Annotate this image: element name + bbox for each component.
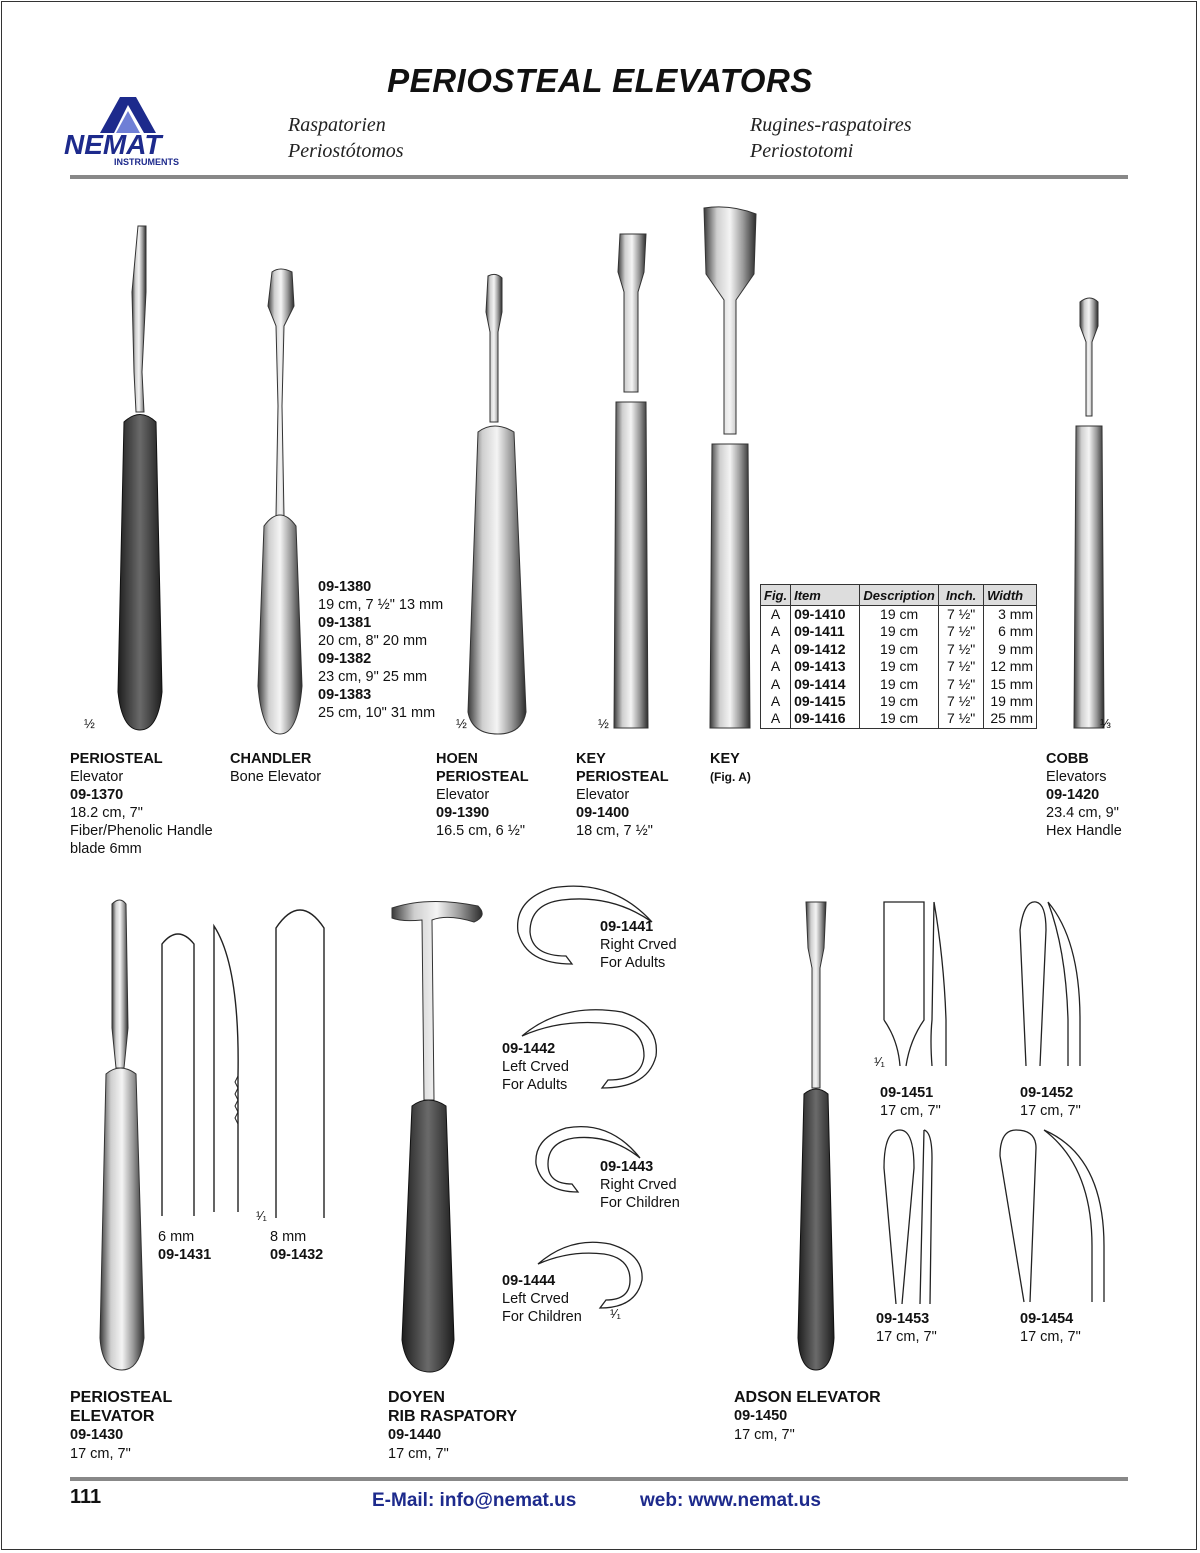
key-fig-a-spec-table: [760, 584, 1037, 729]
product-name: DOYEN: [388, 1389, 445, 1406]
table-cell: 6 mm: [984, 623, 1037, 640]
subtitle-spanish: Periostótomos: [288, 140, 404, 162]
product-name: PERIOSTEAL: [70, 751, 163, 767]
product-name: COBB: [1046, 751, 1089, 767]
periosteal-elevator-1430-image: [94, 898, 154, 1374]
variant-code: 09-1383: [318, 687, 372, 703]
table-cell: 7 ½": [939, 676, 984, 693]
tip-size: 17 cm, 7": [1020, 1103, 1081, 1119]
detail-code: 09-1432: [270, 1247, 324, 1263]
table-cell: 09-1412: [791, 641, 860, 658]
product-name: PERIOSTEAL: [70, 1389, 173, 1406]
web-link[interactable]: web: www.nemat.us: [640, 1490, 821, 1511]
product-type: Elevator: [436, 787, 490, 803]
caption-key-fig-a: [710, 750, 751, 786]
product-fig: (Fig. A): [710, 770, 751, 784]
tip-1452-icon: [1016, 900, 1096, 1070]
table-cell: A: [761, 710, 791, 728]
caption-hoen: [436, 750, 529, 840]
product-size: 17 cm, 7": [70, 1446, 131, 1462]
table-header: Item: [791, 585, 860, 606]
tip-size: 17 cm, 7": [1020, 1329, 1081, 1345]
page-number: 111: [70, 1486, 102, 1508]
table-cell: 19 cm: [860, 658, 939, 675]
product-type: Elevators: [1046, 769, 1107, 785]
tip-code: 09-1454: [1020, 1311, 1074, 1327]
caption-1451: [880, 1084, 941, 1120]
variant-code: 09-1382: [318, 651, 372, 667]
table-cell: A: [761, 693, 791, 710]
curve-desc: For Adults: [502, 1077, 568, 1093]
table-cell: 09-1414: [791, 676, 860, 693]
tip-1454-icon: [996, 1126, 1116, 1306]
curve-code: 09-1444: [502, 1273, 556, 1289]
product-size: 23.4 cm, 9": [1046, 805, 1119, 821]
curve-desc: For Children: [600, 1195, 680, 1211]
table-row: [761, 641, 1037, 658]
tip-1451-icon: [880, 900, 960, 1070]
table-header-row: [761, 585, 1037, 606]
caption-1452: [1020, 1084, 1081, 1120]
curve-desc: For Children: [502, 1309, 582, 1325]
variant-code: 09-1381: [318, 615, 372, 631]
curve-desc: Left Crved: [502, 1291, 569, 1307]
table-cell: 19 cm: [860, 676, 939, 693]
hoen-periosteal-elevator-image: [462, 272, 532, 738]
table-cell: 25 mm: [984, 710, 1037, 728]
caption-cobb: [1046, 750, 1122, 840]
table-cell: A: [761, 623, 791, 640]
table-cell: 7 ½": [939, 641, 984, 658]
tip-size: 17 cm, 7": [880, 1103, 941, 1119]
caption-1441: [600, 918, 677, 972]
scale-hoen: ½: [456, 716, 467, 731]
table-cell: A: [761, 641, 791, 658]
caption-key: [576, 750, 669, 840]
product-name: ELEVATOR: [70, 1408, 155, 1425]
curve-code: 09-1442: [502, 1041, 556, 1057]
table-cell: 19 cm: [860, 606, 939, 624]
table-row: [761, 606, 1037, 624]
doyen-rib-raspatory-image: [388, 900, 488, 1376]
product-name: RIB RASPATORY: [388, 1408, 518, 1425]
product-code: 09-1370: [70, 787, 124, 803]
table-cell: 7 ½": [939, 710, 984, 728]
product-size: 18 cm, 7 ½": [576, 823, 653, 839]
curve-desc: For Adults: [600, 955, 666, 971]
detail-1432-outline: [274, 900, 330, 1220]
chandler-bone-elevator-image: [250, 266, 310, 736]
table-cell: 09-1410: [791, 606, 860, 624]
table-cell: 9 mm: [984, 641, 1037, 658]
caption-1431: [158, 1228, 211, 1264]
detail-width: 8 mm: [270, 1229, 307, 1245]
product-note: blade 6mm: [70, 841, 142, 857]
table-cell: 7 ½": [939, 658, 984, 675]
curve-desc: Right Crved: [600, 937, 677, 953]
detail-1431-outline: [160, 926, 200, 1220]
header-divider: [70, 175, 1128, 179]
table-header: Fig.: [761, 585, 791, 606]
product-name: CHANDLER: [230, 751, 312, 767]
variant-code: 09-1380: [318, 579, 372, 595]
product-name: PERIOSTEAL: [576, 769, 669, 785]
caption-1454: [1020, 1310, 1081, 1346]
variant-spec: 23 cm, 9" 25 mm: [318, 669, 428, 685]
table-header: Inch.: [939, 585, 984, 606]
caption-doyen: [388, 1388, 517, 1464]
table-cell: 09-1411: [791, 623, 860, 640]
table-cell: A: [761, 658, 791, 675]
variant-spec: 25 cm, 10" 31 mm: [318, 705, 436, 721]
email-link[interactable]: E-Mail: info@nemat.us: [372, 1490, 577, 1511]
scale-cobb: ⅓: [1100, 716, 1111, 731]
table-cell: 09-1416: [791, 710, 860, 728]
tip-code: 09-1451: [880, 1085, 934, 1101]
scale-key: ½: [598, 716, 609, 731]
nemat-logo: [64, 95, 188, 167]
table-cell: 15 mm: [984, 676, 1037, 693]
chandler-variant-list: [318, 578, 443, 722]
tip-code: 09-1453: [876, 1311, 930, 1327]
curve-desc: Right Crved: [600, 1177, 677, 1193]
product-code: 09-1400: [576, 805, 630, 821]
caption-1453: [876, 1310, 937, 1346]
product-size: 18.2 cm, 7": [70, 805, 143, 821]
key-periosteal-elevator-image: [606, 232, 656, 734]
product-name: ADSON ELEVATOR: [734, 1389, 881, 1406]
curve-desc: Left Crved: [502, 1059, 569, 1075]
variant-spec: 19 cm, 7 ½" 13 mm: [318, 597, 444, 613]
table-cell: 19 cm: [860, 710, 939, 728]
table-cell: 19 cm: [860, 623, 939, 640]
table-cell: 7 ½": [939, 693, 984, 710]
product-code: 09-1440: [388, 1427, 442, 1443]
product-type: Elevator: [576, 787, 630, 803]
cobb-elevator-image: [1064, 296, 1114, 732]
curve-code: 09-1441: [600, 919, 654, 935]
page-title: PERIOSTEAL ELEVATORS: [387, 62, 813, 99]
variant-spec: 20 cm, 8" 20 mm: [318, 633, 428, 649]
table-cell: 12 mm: [984, 658, 1037, 675]
footer-divider: [70, 1477, 1128, 1481]
table-row: [761, 658, 1037, 675]
product-name: KEY: [710, 751, 740, 767]
table-row: [761, 710, 1037, 728]
product-name: HOEN: [436, 751, 478, 767]
scale-adson: ¹⁄₁: [874, 1054, 885, 1069]
product-note: Hex Handle: [1046, 823, 1122, 839]
logo-subtext: INSTRUMENTS: [114, 157, 179, 167]
product-code: 09-1450: [734, 1408, 788, 1424]
logo-wordmark: NEMAT: [64, 129, 162, 160]
periosteal-elevator-1370-image: [92, 222, 172, 732]
product-size: 17 cm, 7": [734, 1427, 795, 1443]
table-cell: 19 cm: [860, 693, 939, 710]
caption-1443: [600, 1158, 680, 1212]
product-size: 17 cm, 7": [388, 1446, 449, 1462]
caption-adson: [734, 1388, 881, 1445]
scale-1370: ½: [84, 716, 95, 731]
scale-1430: ¹⁄₁: [256, 1208, 267, 1223]
curve-code: 09-1443: [600, 1159, 654, 1175]
detail-width: 6 mm: [158, 1229, 195, 1245]
detail-1431-profile: [212, 926, 244, 1216]
product-name: KEY: [576, 751, 606, 767]
tip-code: 09-1452: [1020, 1085, 1074, 1101]
tip-size: 17 cm, 7": [876, 1329, 937, 1345]
table-cell: A: [761, 606, 791, 624]
table-row: [761, 623, 1037, 640]
table-cell: 3 mm: [984, 606, 1037, 624]
caption-1430: [70, 1388, 172, 1464]
table-cell: 7 ½": [939, 606, 984, 624]
caption-1442: [502, 1040, 569, 1094]
table-cell: 09-1415: [791, 693, 860, 710]
scale-doyen: ¹⁄₁: [610, 1306, 621, 1321]
table-cell: A: [761, 676, 791, 693]
product-note: Fiber/Phenolic Handle: [70, 823, 213, 839]
table-cell: 7 ½": [939, 623, 984, 640]
caption-chandler: [230, 750, 321, 786]
caption-1370: [70, 750, 213, 858]
subtitle-german: Raspatorien: [288, 114, 386, 136]
product-type: Bone Elevator: [230, 769, 322, 785]
caption-1444: [502, 1272, 582, 1326]
table-header: Description: [860, 585, 939, 606]
table-header: Width: [984, 585, 1037, 606]
caption-1432: [270, 1228, 323, 1264]
table-row: [761, 676, 1037, 693]
tip-1453-icon: [880, 1128, 950, 1308]
subtitle-french: Rugines-raspatoires: [750, 114, 912, 136]
table-cell: 09-1413: [791, 658, 860, 675]
product-size: 16.5 cm, 6 ½": [436, 823, 525, 839]
product-code: 09-1420: [1046, 787, 1100, 803]
subtitle-italian: Periostotomi: [750, 140, 854, 162]
adson-elevator-image: [790, 898, 850, 1374]
table-cell: 19 cm: [860, 641, 939, 658]
table-cell: 19 mm: [984, 693, 1037, 710]
product-name: PERIOSTEAL: [436, 769, 529, 785]
product-code: 09-1390: [436, 805, 490, 821]
product-type: Elevator: [70, 769, 124, 785]
detail-code: 09-1431: [158, 1247, 212, 1263]
product-code: 09-1430: [70, 1427, 124, 1443]
table-row: [761, 693, 1037, 710]
